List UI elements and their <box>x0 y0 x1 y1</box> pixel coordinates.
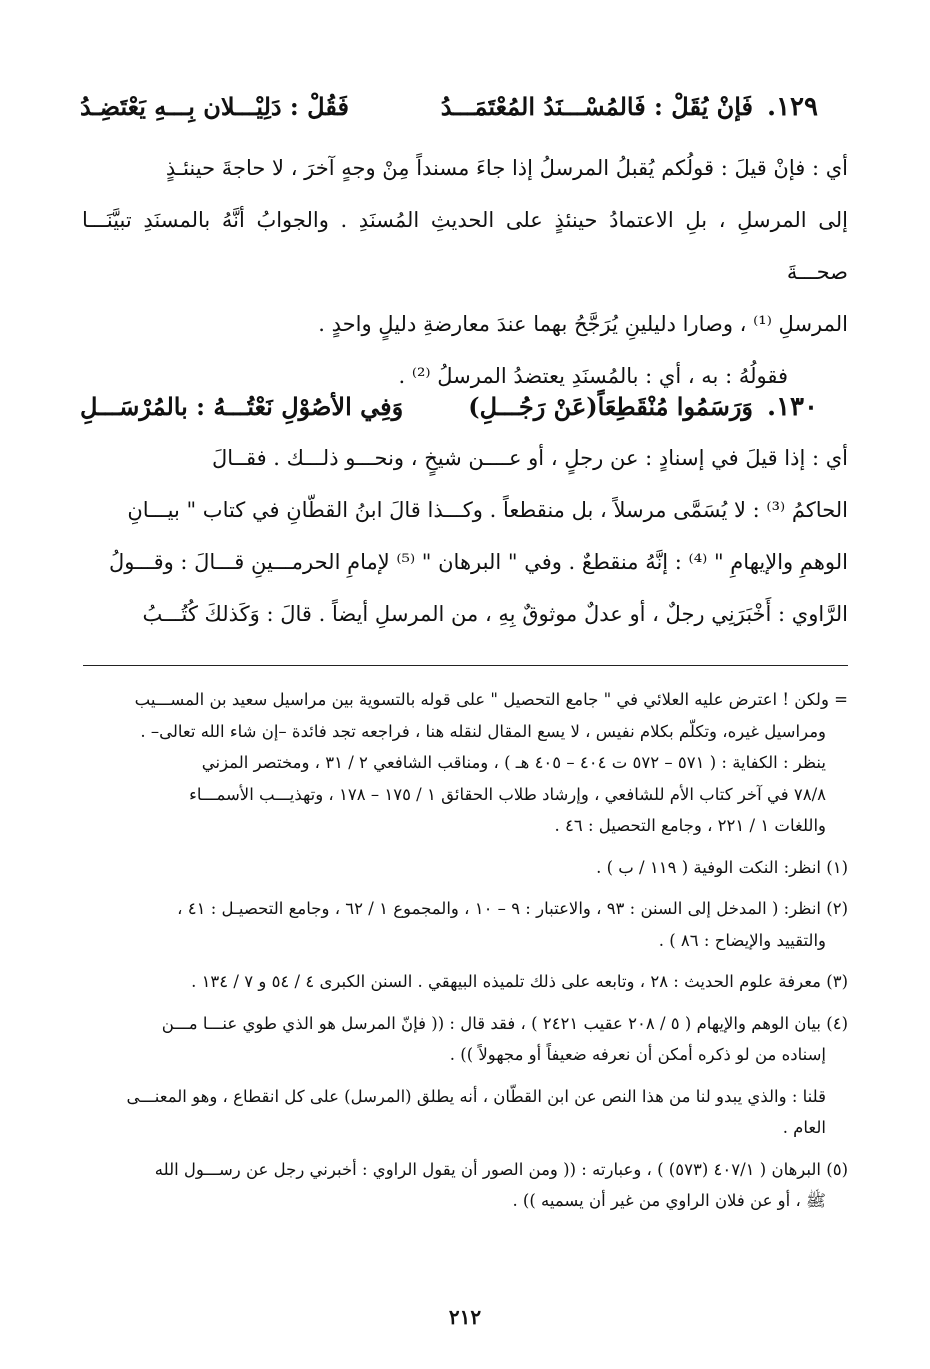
text-line: أي : إذا قيلَ في إسنادٍ : عن رجلٍ ، أو عــــن شيخٍ ، ونحـــو ذلـــك . فقــالَ <box>212 446 848 470</box>
verse-hemistich-second: وَفِي الأصُوْلِ نَعْتُـــهُ : بالمُرْسَـــلِ <box>80 392 404 421</box>
footnote-line: قلنا : والذي يبدو لنا من هذا النص عن ابن القطّان ، أنه يطلق (المرسل) على كل انقطاع ، وهو المعنـــى <box>126 1086 826 1106</box>
text-line: الحاكمُ ⁽³⁾ : لا يُسَمَّى مرسلاً ، بل منقطعاً . وكـــذا قالَ ابنُ القطّانِ في كتاب " بيـــانِ <box>127 498 848 522</box>
footnote-3: (٣) معرفة علوم الحديث : ٢٨ ، وتابعه على ذلك تلميذه البيهقي . السنن الكبرى ٤ / ٥٤ و ٧ / ١٣٤ . <box>191 972 848 991</box>
verse-hemistich-first: وَرَسَمُوا مُنْقَطِعَاً(عَنْ رَجُـــلِ) <box>468 392 754 421</box>
footnote-2: (٢) انظر: ( المدخل إلى السنن : ٩٣ ، والاعتبار : ٩ – ١٠ ، والمجموع ١ / ٦٢ ، وجامع التحصيـل : ٤١ ، <box>177 899 848 918</box>
footnote-line: ينظر : الكفاية : ( ٥٧١ – ٥٧٢ ت ٤٠٤ – ٤٠٥ هـ ) ، ومناقب الشافعي ٢ / ٣١ ، ومختصر المزني <box>201 753 826 772</box>
footnote-5: (٥) البرهان ( ٤٠٧/١ (٥٧٣) ) ، وعبارته : (( ومن الصور أن يقول الراوي : أخبرني رجل عن رســـول الله <box>154 1159 848 1179</box>
verse-number: ١٣٠. <box>767 392 818 422</box>
footnote-line: والتقييد والإيضاح : ٨٦ ) . <box>658 930 826 950</box>
footnote-line: العام . <box>782 1118 826 1137</box>
text-line: أي : فإنْ قيلَ : قولُكم يُقبلُ المرسلُ إذا جاءَ مسنداً مِنْ وجهٍ آخرَ ، لا حاجةَ حينئـذٍ <box>165 156 848 180</box>
verse-130 <box>80 392 818 422</box>
footnote-line: ٧٨/٨ في آخر كتاب الأم للشافعي ، وإرشاد طلاب الحقائق ١ / ١٧٥ – ١٧٨ ، وتهذيـــب الأسمـــاء <box>189 784 826 804</box>
footnote-separator <box>83 665 848 666</box>
page-number: ٢١٢ <box>448 1305 482 1329</box>
footnote-line: واللغات ١ / ٢٢١ ، وجامع التحصيل : ٤٦ . <box>554 816 826 835</box>
text-line: إلى المرسلِ ، بلِ الاعتمادُ حينئذٍ على الحديثِ المُسنَدِ . والجوابُ أنَّهُ بالمسنَدِ تبيَّنَـــا صحـــةَ <box>82 208 848 284</box>
footnote-line: إسناده من لو ذكره أمكن أن نعرفه ضعيفاً أو مجهولاً )) . <box>449 1045 826 1064</box>
verse-number: ١٢٩. <box>767 92 818 122</box>
footnote-line: = ولكن ! اعترض عليه العلائي في " جامع التحصيل " على قوله بالتسوية بين مراسيل سعيد بن المســـيب <box>134 690 848 709</box>
text-line: فقولُهُ : به ، أي : بالمُسنَدِ يعتضدُ المرسلُ ⁽²⁾ . <box>398 364 788 388</box>
verse-129 <box>80 92 818 122</box>
text-line: الرَّاوي : أَخْبَرَنِي رجلٌ ، أو عدلٌ موثوقٌ بِهِ ، من المرسلِ أيضاً . قالَ : وَكَذلكَ كُتُـــبُ <box>142 602 848 626</box>
text-line: الوهمِ والإيهامِ " ⁽⁴⁾ : إنَّهُ منقطعٌ . وفي " البرهان " ⁽⁵⁾ لإمامِ الحرمـــينِ قـــالَ : وقـــولُ <box>109 550 848 574</box>
text-line: المرسلِ ⁽¹⁾ ، وصارا دليلينِ يُرَجَّحُ بهما عندَ معارضةِ دليلٍ واحدٍ . <box>318 312 848 336</box>
verse-hemistich-second: فَقُلْ : دَلِيْـــلان بِـــهِ يَعْتَضِـدُ <box>80 92 349 121</box>
footnote-line: ﷺ ، أو عن فلان الراوي من غير أن يسميه )) . <box>512 1191 826 1210</box>
commentary-paragraph-1 <box>82 142 848 402</box>
footnote-line: ومراسيل غيره، وتكلّم بكلام نفيس ، لا يسع المقال لنقله هنا ، فراجعه تجد فائدة –إن شاء الله تعالى– . <box>140 721 826 741</box>
verse-hemistich-first: فَإنْ يُقَلْ : فَالمُسْـــنَدُ المُعْتَمَـــدُ <box>440 92 754 121</box>
footnotes <box>80 684 848 1217</box>
commentary-paragraph-2 <box>82 432 848 640</box>
footnote-4: (٤) بيان الوهم والإيهام ( ٥ / ٢٠٨ عقيب ٢٤٢١ ) ، فقد قال : (( فإنّ المرسل هو الذي طوي عنـــا مـــن <box>161 1013 848 1033</box>
footnote-1: (١) انظر: النكت الوفية ( ١١٩ / ب ) . <box>596 857 848 877</box>
